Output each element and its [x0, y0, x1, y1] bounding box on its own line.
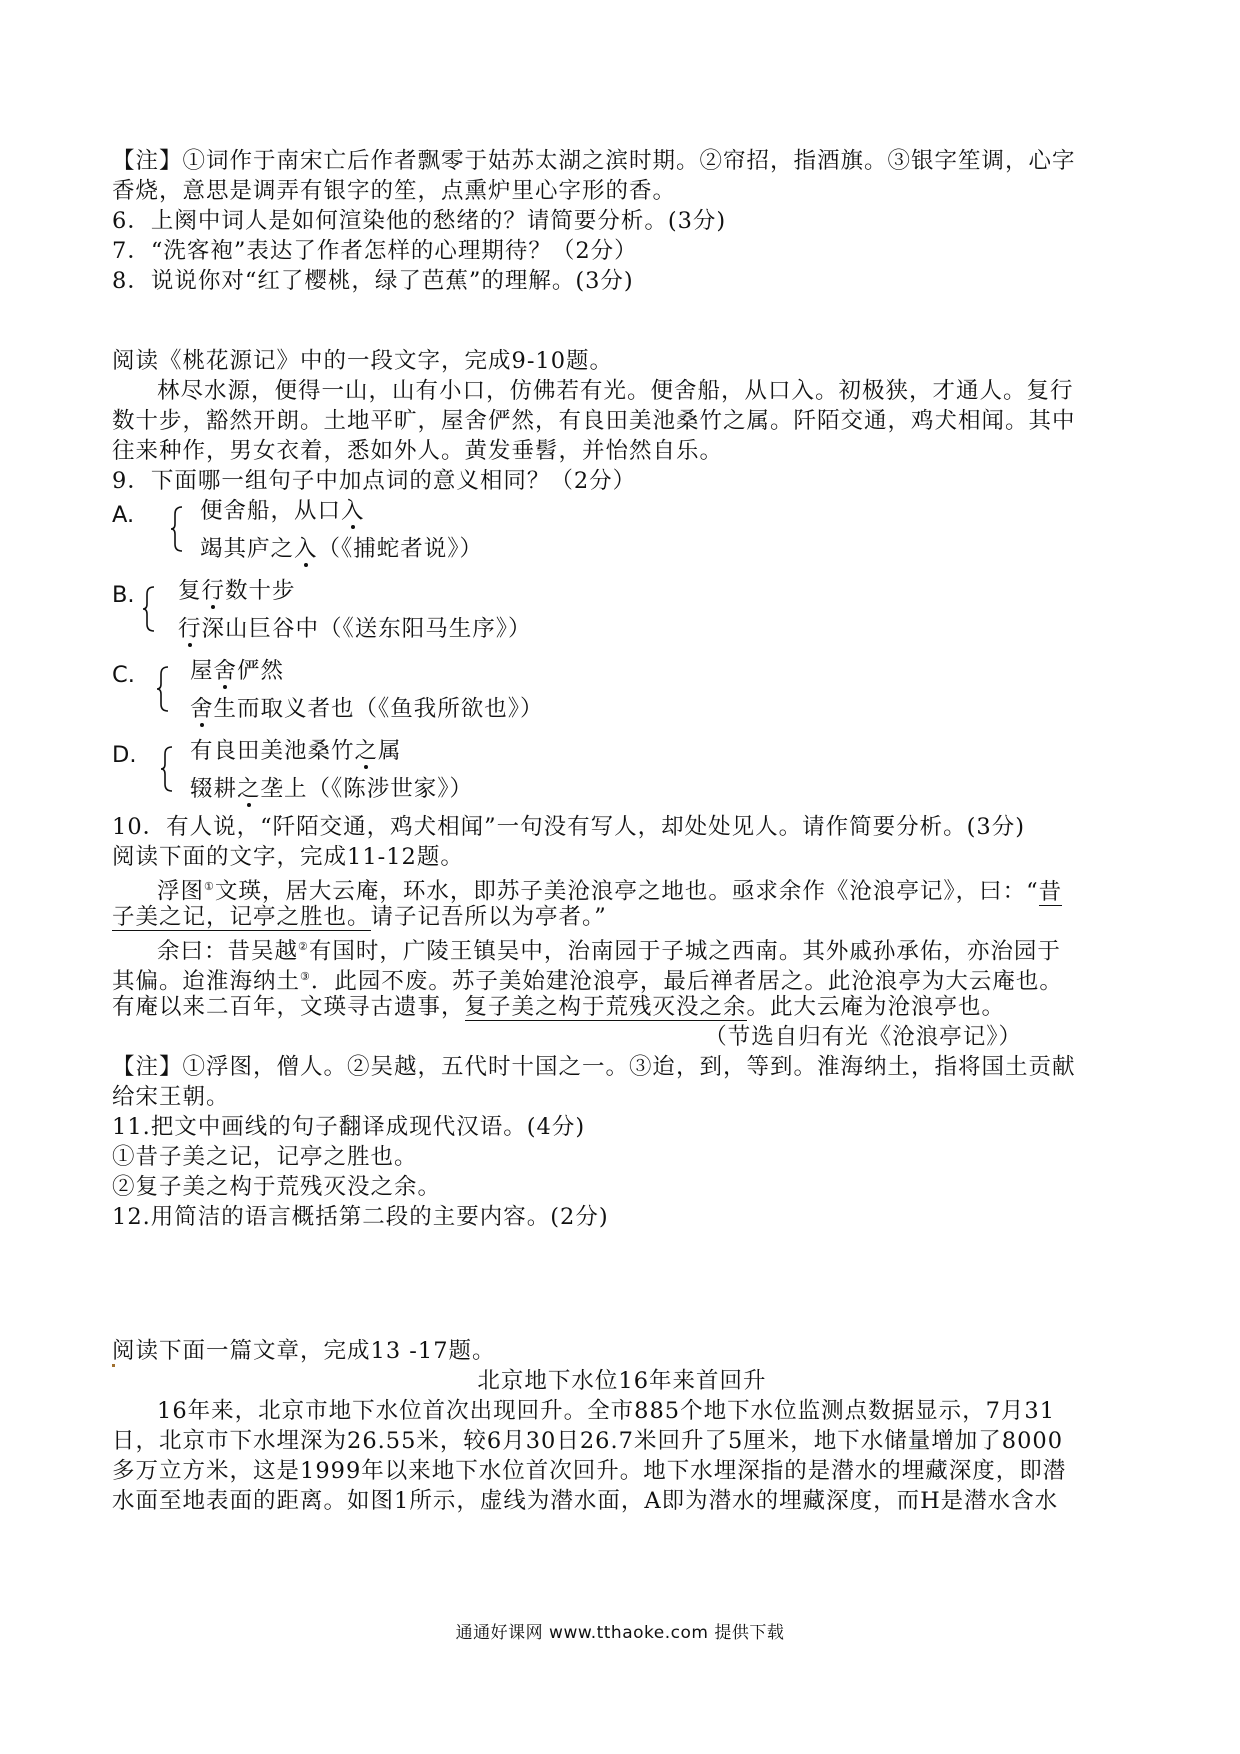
dotted-word: 之 — [354, 738, 379, 764]
brace-icon — [160, 746, 174, 792]
article-line: 多万立方米，这是1999年以来地下水位首次回升。地下水埋深指的是潜水的埋藏深度，即潜 — [112, 1458, 1067, 1484]
brace-icon — [156, 666, 170, 712]
canglang-para2-line1: 余曰：昔吴越②有国时，广陵王镇吴中，治南园于子城之西南。其外戚孙承佑，亦治园于 — [157, 938, 1061, 965]
question-11-item1: ①昔子美之记，记亭之胜也。 — [112, 1144, 418, 1170]
question-7: 7．“洗客袍”表达了作者怎样的心理期待？（2分） — [112, 238, 638, 264]
canglang-para2-line3: 有庵以来二百年，文瑛寻古遗事，复子美之构于荒残灭没之余。此大云庵为沧浪亭也。 — [112, 994, 1006, 1020]
source-citation: （节选自归有光《沧浪亭记》） — [704, 1024, 1022, 1050]
canglang-para1-line2: 子美之记，记亭之胜也。请子记吾所以为亭者。” — [112, 904, 607, 930]
question-11-item2: ②复子美之构于荒残灭没之余。 — [112, 1174, 442, 1200]
option-b: B. 复行数十步 行深山巨谷中（《送东阳马生序》） — [112, 578, 532, 642]
passage-line: 林尽水源，便得一山，山有小口，仿佛若有光。便舍船，从口入。初极狭，才通人。复行 — [157, 378, 1074, 404]
question-10: 10．有人说，“阡陌交通，鸡犬相闻”一句没有写人，却处处见人。请作简要分析。(3分) — [112, 814, 1026, 840]
dotted-word: 入 — [294, 536, 318, 562]
note1-line2: 香烧，意思是调弄有银字的笙，点熏炉里心字形的香。 — [112, 178, 677, 204]
exam-page — [112, 146, 1132, 1516]
article-line: 水面至地表面的距离。如图1所示，虚线为潜水面，A即为潜水的埋藏深度，而H是潜水含水 — [112, 1488, 1059, 1514]
footer-watermark: 通通好课网 www.tthaoke.com 提供下载 — [455, 1623, 785, 1643]
passage-line: 数十步，豁然开朗。土地平旷，屋舍俨然，有良田美池桑竹之属。阡陌交通，鸡犬相闻。其中 — [112, 408, 1076, 434]
passage-line: 往来种作，男女衣着，悉如外人。黄发垂髫，并怡然自乐。 — [112, 438, 724, 464]
note2-line2: 给宋王朝。 — [112, 1084, 230, 1110]
dotted-word: 入 — [341, 498, 365, 524]
option-c: C. 屋舍俨然 舍生而取义者也（《鱼我所欲也》） — [112, 658, 544, 722]
question-12: 12.用简洁的语言概括第二段的主要内容。(2分) — [112, 1204, 609, 1230]
section-intro-taohuayuan: 阅读《桃花源记》中的一段文字，完成9-10题。 — [112, 348, 614, 374]
section-intro-canglang: 阅读下面的文字，完成11-12题。 — [112, 844, 464, 870]
option-label: C. — [112, 662, 135, 688]
option-label: D. — [112, 742, 137, 768]
dotted-word: 行 — [201, 578, 226, 604]
note2-line1: 【注】①浮图，僧人。②吴越，五代时十国之一。③迨，到，等到。淮海纳土，指将国土贡献 — [112, 1054, 1076, 1080]
article-title: 北京地下水位16年来首回升 — [477, 1368, 767, 1394]
option-label: A. — [112, 502, 135, 528]
brace-icon — [170, 506, 184, 552]
underlined-sentence: 复子美之构于荒残灭没之余 — [464, 994, 747, 1020]
question-8: 8．说说你对“红了樱桃，绿了芭蕉”的理解。(3分) — [112, 268, 634, 294]
option-a: A. 便舍船，从口入 竭其庐之入（《捕蛇者说》） — [112, 498, 484, 562]
canglang-para1-line1: 浮图①文瑛，居大云庵，环水，即苏子美沧浪亭之地也。亟求余作《沧浪亭记》，曰：“昔 — [157, 878, 1063, 905]
dotted-word: 舍 — [213, 658, 238, 684]
scan-speck — [112, 1364, 115, 1367]
option-d: D. 有良田美池桑竹之属 辍耕之垄上（《陈涉世家》） — [112, 738, 474, 802]
underlined-sentence: 昔 — [1038, 878, 1063, 905]
question-11: 11.把文中画线的句子翻译成现代汉语。(4分) — [112, 1114, 586, 1140]
section-intro-article: 阅读下面一篇文章，完成13 -17题。 — [112, 1338, 496, 1364]
article-line: 16年来，北京市地下水位首次出现回升。全市885个地下水位监测点数据显示，7月31 — [157, 1398, 1056, 1424]
dotted-word: 舍 — [190, 696, 214, 722]
note1-line1: 【注】①词作于南宋亡后作者飘零于姑苏太湖之滨时期。②帘招，指酒旗。③银字笙调，心字 — [112, 148, 1076, 174]
underlined-sentence: 子美之记，记亭之胜也。 — [112, 904, 371, 930]
option-label: B. — [112, 582, 135, 608]
question-6: 6．上阕中词人是如何渲染他的愁绪的？请简要分析。(3分) — [112, 208, 727, 234]
canglang-para2-line2: 其偏。迨淮海纳土③．此园不废。苏子美始建沧浪亭，最后禅者居之。此沧浪亭为大云庵也。 — [112, 968, 1063, 995]
brace-icon — [142, 586, 156, 632]
question-9: 9．下面哪一组句子中加点词的意义相同？（2分） — [112, 468, 637, 494]
dotted-word: 行 — [178, 616, 202, 642]
article-line: 日，北京市下水埋深为26.55米，较6月30日26.7米回升了5厘米，地下水储量增加了8000 — [112, 1428, 1064, 1454]
dotted-word: 之 — [237, 776, 261, 802]
